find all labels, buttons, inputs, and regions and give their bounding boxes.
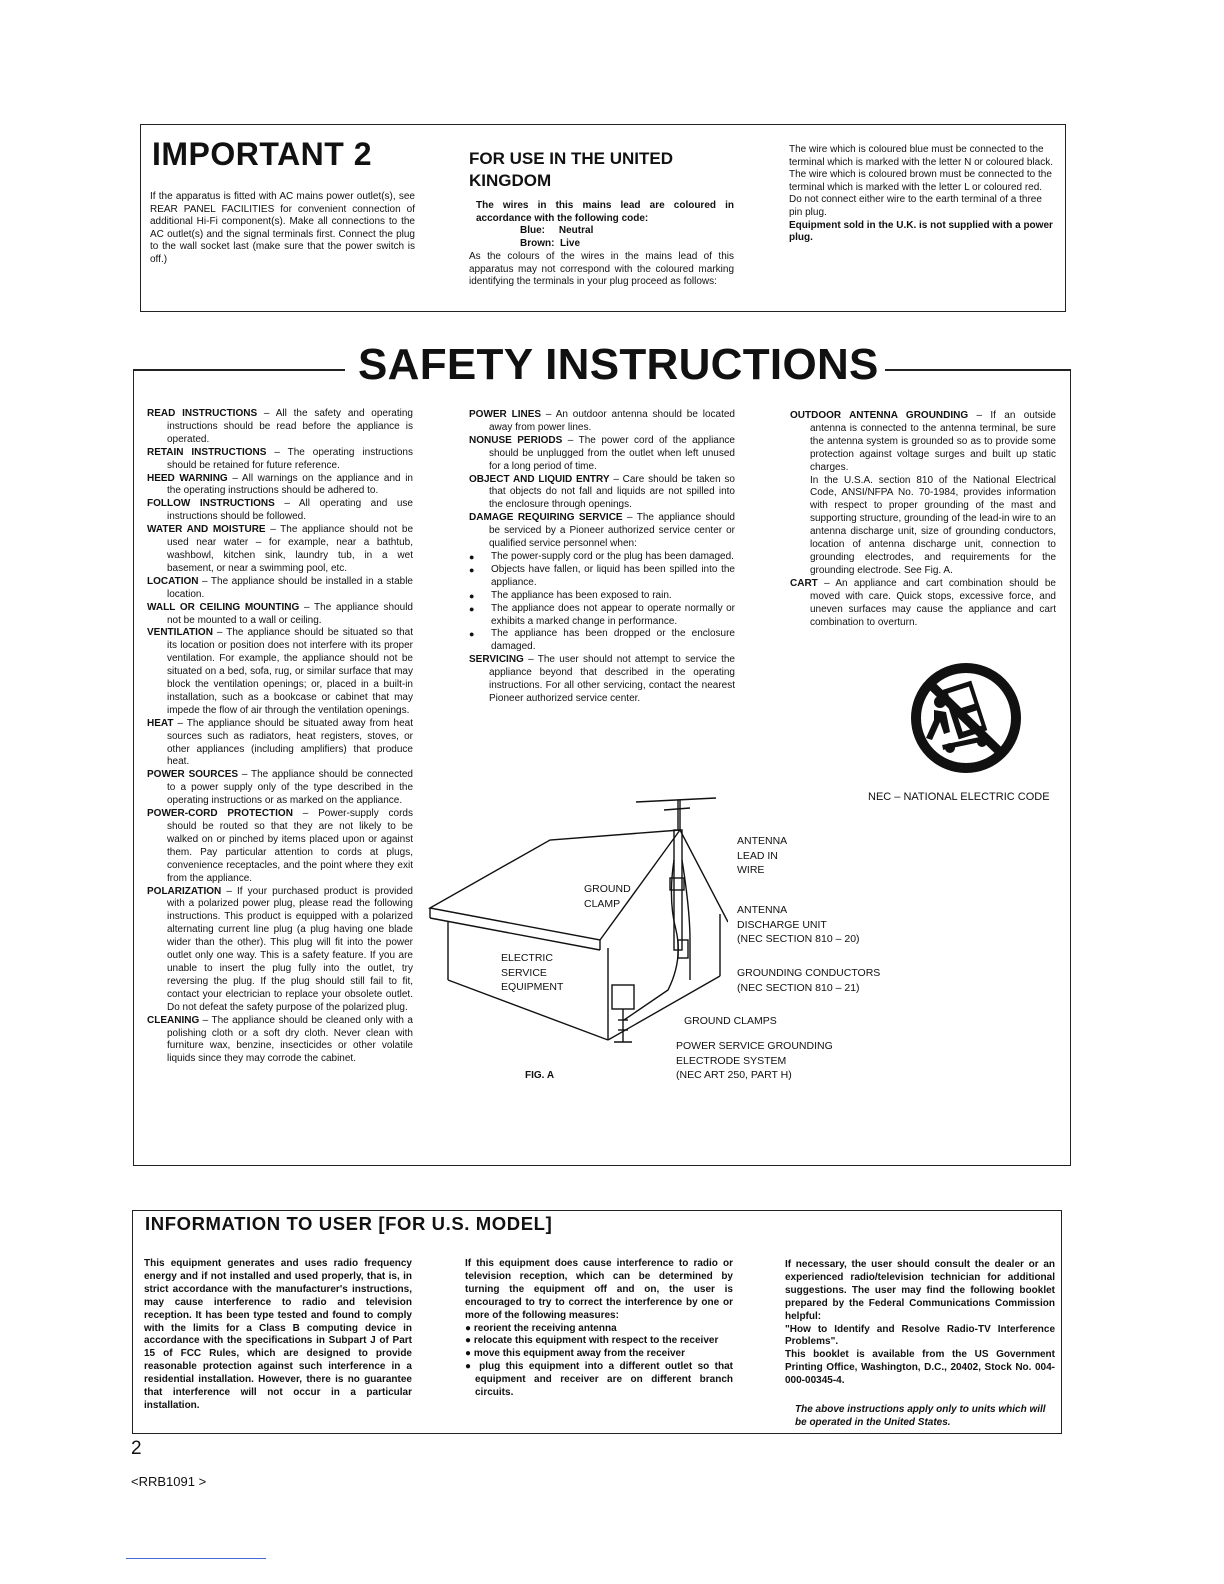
safety-column-1 [147,408,413,1066]
safety-item: POWER LINES – An outdoor antenna should be located away from power lines. [469,409,735,433]
uk-plug-note: Equipment sold in the U.K. is not supplied with a power plug. [789,219,1053,244]
footer-divider [126,1558,266,1559]
label-electric-service: ELECTRIC SERVICE EQUIPMENT [501,952,564,993]
uk-colours-text: As the colours of the wires in the mains lead of this apparatus may not correspond with the coloured marking identifying the terminals in your plug proceed as follows: [469,251,734,288]
safety-item: WALL OR CEILING MOUNTING – The appliance should not be mounted to a wall or ceiling. [147,601,413,626]
uk-blue-neutral: Blue: Neutral [520,225,594,236]
safety-item: READ INSTRUCTIONS – All the safety and operating instructions should be read before the appliance is operated. [147,408,413,445]
info-col3-p3: This booklet is available from the US Government Printing Office, Washington, D.C., 20402, Stock No. 004-000-00345-4. [785,1349,1055,1387]
uk-wires-code: The wires in this mains lead are coloured in accordance with the following code: [476,200,734,224]
safety-item: WATER AND MOISTURE – The appliance should not be used near water – for example, near a bathtub, washbowl, kitchen sink, laundry tub, in a wet basement, or near a swimming pool, etc. [147,524,414,574]
label-power-service: POWER SERVICE GROUNDING ELECTRODE SYSTEM (NEC ART 250, PART H) [676,1040,833,1081]
safety-title: SAFETY INSTRUCTIONS [352,340,885,390]
safety-item: OBJECT AND LIQUID ENTRY – Care should be taken so that objects do not fall and liquids are not spilled into the enclosure through openings. [469,473,735,511]
safety-item: POWER-CORD PROTECTION – Power-supply cords should be routed so that they are not likely to be walked on or pinched by items placed upon or against them. Pay particular attention to cords at plugs, convenience receptacles, and the point where they exit from the appliance. [147,808,413,884]
info-bullet: ● plug this equipment into a different outlet so that equipment and receiver are on different branch circuits. [465,1361,733,1399]
uk-brown-rule: The wire which is coloured brown must be connected to the terminal which is marked with the letter L or coloured red. [789,169,1052,193]
info-col3-p2: "How to Identify and Resolve Radio-TV Interference Problems". [785,1323,1055,1348]
important-title: IMPORTANT 2 [152,136,373,172]
info-column-3 [785,1259,1055,1388]
safety-item: RETAIN INSTRUCTIONS – The operating instructions should be retained for future reference. [147,446,413,471]
uk-title: FOR USE IN THE UNITED KINGDOM [469,149,674,190]
safety-item: VENTILATION – The appliance should be situated so that its location or position does not interfere with its proper ventilation. For example, the appliance should not be situated on a bed, sofa, rug, or similar surface that may block the ventilation openings; or, placed in a built-in installation, such as a bookcase or cabinet that may impede the flow of air through the ventilation openings. [147,627,413,716]
page-number: 2 [131,1438,142,1459]
label-ground-clamps: GROUND CLAMPS [684,1015,777,1027]
important-text: If the apparatus is fitted with AC mains power outlet(s), see REAR PANEL FACILITIES for convenient connection of additional Hi-Fi component(s). Make all connections to the AC outlet(s) and the signal terminals first. Connect the plug to the wall socket last (make sure that the power switch is off.) [150,191,415,265]
uk-earth-rule: Do not connect either wire to the earth terminal of a three pin plug. [789,194,1042,218]
info-col2-intro: If this equipment does cause interference to radio or television reception, which can be determined by turning the equipment off and on, the user is encouraged to try to correct the interference by one or more of the following measures: [465,1258,733,1321]
uk-blue-rule: The wire which is coloured blue must be connected to the terminal which is marked with the letter N or coloured black. [789,144,1053,168]
safety-item: LOCATION – The appliance should be installed in a stable location. [147,575,413,600]
safety-item: POWER SOURCES – The appliance should be connected to a power supply only of the type described in the operating instructions or as marked on the appliance. [147,769,413,807]
safety-rule-right [870,369,1071,371]
safety-item: DAMAGE REQUIRING SERVICE – The appliance should be serviced by a Pioneer authorized service center or qualified service personnel when: [469,512,735,550]
figure-label: FIG. A [525,1070,555,1081]
nec-usa-text: In the U.S.A. section 810 of the National Electrical Code, ANSI/NFPA No. 70-1984, provides information with respect to proper grounding of the mast and supporting structure, grounding of the lead-in wire to an antenna discharge unit, size of grounding conductors, location of antenna discharge unit, connection to grounding electrodes, and requirements for the grounding electrode. See Fig. A. [810,474,1056,576]
uk-rules [789,144,1054,245]
info-bullet: ● relocate this equipment with respect to the receiver [465,1335,719,1347]
info-note: The above instructions apply only to units which will be operated in the United States. [795,1404,1046,1428]
nec-label: NEC – NATIONAL ELECTRIC CODE [868,791,1050,803]
damage-bullet: ● The appliance has been exposed to rain. [469,590,735,603]
damage-bullet: ● The power-supply cord or the plug has been damaged. [469,551,735,564]
label-discharge-unit: ANTENNA DISCHARGE UNIT (NEC SECTION 810 – 20) [737,904,860,945]
info-col3-p1: If necessary, the user should consult the dealer or an experienced radio/television technician for additional suggestions. The user may find the following booklet prepared by the Federal Communications Commission helpful: [785,1259,1055,1322]
damage-bullet: ● The appliance does not appear to operate normally or exhibits a marked change in performance. [469,603,735,629]
safety-item: FOLLOW INSTRUCTIONS – All operating and use instructions should be followed. [147,498,413,523]
label-antenna-lead: ANTENNA LEAD IN WIRE [737,835,788,876]
info-column-2 [465,1258,733,1400]
document-code: <RRB1091 > [131,1474,207,1489]
uk-brown-live: Brown: Live [520,238,581,249]
safety-item: HEAT – The appliance should be situated away from heat sources such as radiators, heat registers, stoves, or other appliances (including amplifiers) that produce heat. [147,717,413,768]
info-title: INFORMATION TO USER [FOR U.S. MODEL] [145,1213,553,1234]
label-ground-clamp: GROUND CLAMP [584,883,631,910]
safety-column-3 [790,410,1056,629]
info-bullet: ● reorient the receiving antenna [465,1322,617,1334]
label-grounding-conductors: GROUNDING CONDUCTORS (NEC SECTION 810 – 21) [737,967,881,994]
safety-item: NONUSE PERIODS – The power cord of the appliance should be unplugged from the outlet when left unused for a long period of time. [469,434,735,472]
safety-rule-left [133,369,345,371]
info-col1-text: This equipment generates and uses radio frequency energy and if not installed and used properly, that is, in strict accordance with the manufacturer's instructions, may cause interference to radio and television reception. It has been type tested and found to comply with the limits for a Class B computing device in accordance with the specifications in Subpart J of Part 15 of FCC Rules, which are designed to provide reasonable protection against such interference in a residential installation. However, there is no guarantee that interference will not occur in a particular installation. [144,1258,412,1411]
safety-item: HEED WARNING – All warnings on the appliance and in the operating instructions should be adhered to. [147,472,413,497]
info-bullet: ● move this equipment away from the receiver [465,1348,686,1360]
damage-bullet: ● Objects have fallen, or liquid has been spilled into the appliance. [469,564,735,590]
safety-column-2 [469,409,735,706]
safety-item: SERVICING – The user should not attempt to service the appliance beyond that described in the operating instructions. For all other servicing, contact the nearest Pioneer authorized service center. [469,654,735,704]
damage-bullet: ● The appliance has been dropped or the enclosure damaged. [469,628,735,654]
safety-item: CART – An appliance and cart combination should be moved with care. Quick stops, excessive force, and uneven surfaces may cause the appliance and cart combination to overturn. [790,577,1056,628]
cart-warning-icon [910,662,1022,774]
safety-item: OUTDOOR ANTENNA GROUNDING – If an outside antenna is connected to the antenna terminal, be sure the antenna system is grounded so as to provide some protection against voltage surges and built up static charges. [790,410,1056,473]
safety-item: POLARIZATION – If your purchased product is provided with a polarized power plug, please read the following instructions. This product is equipped with a polarized alternating current line plug (a plug having one blade wider than the other). This plug will fit into the power outlet only one way. This is a safety feature. If you are unable to insert the plug fully into the outlet, try reversing the plug. If the plug should still fail to fit, contact your electrician to replace your obsolete outlet. Do not defeat the safety purpose of the polarized plug. [147,885,413,1013]
safety-item: CLEANING – The appliance should be cleaned only with a polishing cloth or a soft dry cloth. Never clean with furniture wax, benzine, insecticides or other volatile liquids since they may corrode the cabinet. [147,1014,413,1065]
info-column-1 [144,1258,412,1413]
antenna-grounding-diagram [428,790,728,1060]
